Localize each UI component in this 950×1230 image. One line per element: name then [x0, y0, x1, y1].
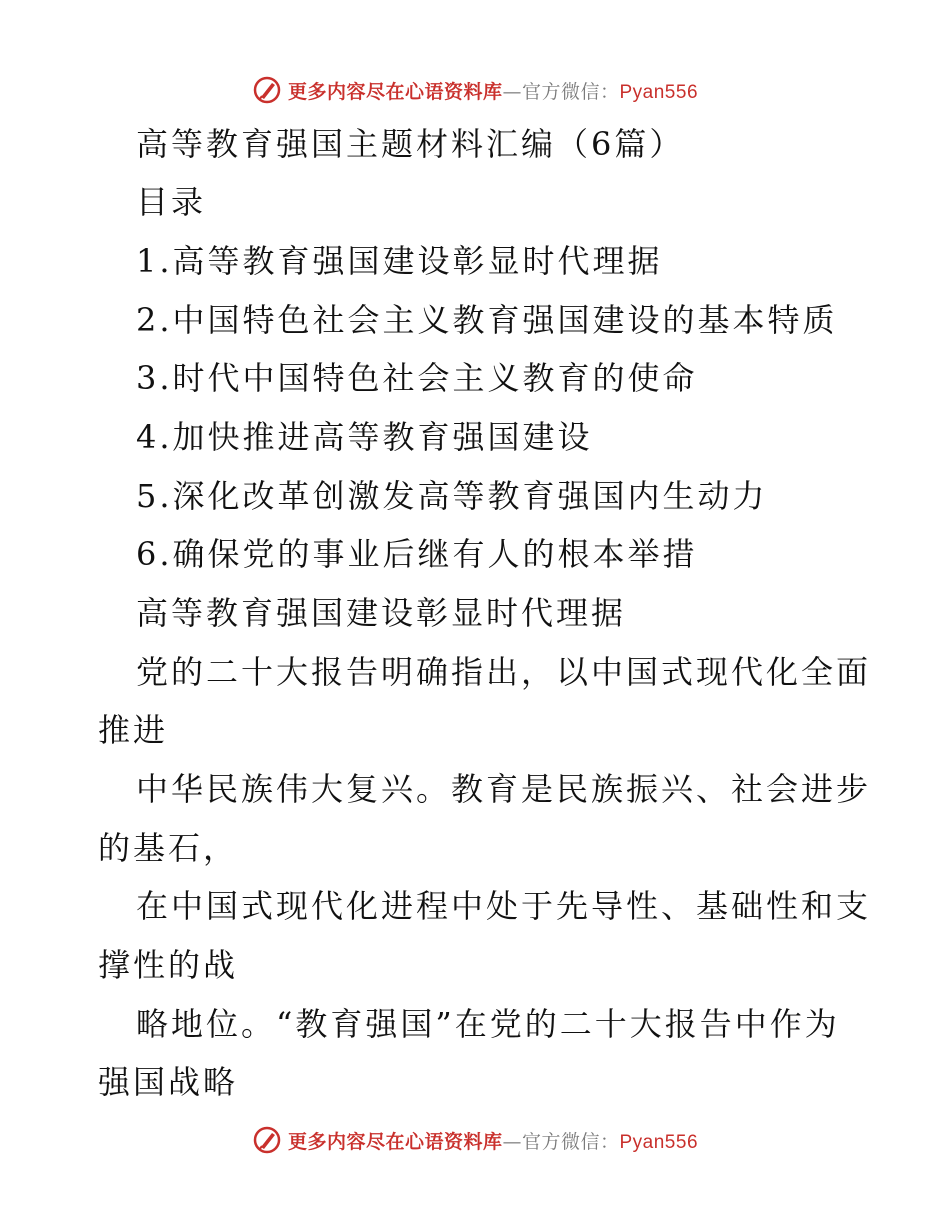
section-heading: 高等教育强国建设彰显时代理据	[136, 594, 627, 632]
toc-item: 4.加快推进高等教育强国建设	[136, 418, 593, 456]
toc-item: 1.高等教育强国建设彰显时代理据	[136, 242, 663, 280]
quill-pen-logo-icon	[252, 75, 282, 105]
toc-item: 6.确保党的事业后继有人的根本举措	[136, 535, 698, 573]
watermark-account: Pyan556	[619, 1131, 699, 1153]
paragraph-line: 略地位。“教育强国”在党的二十大报告中作为	[136, 1005, 840, 1043]
document-title: 高等教育强国主题材料汇编（6篇）	[136, 125, 685, 163]
paragraph-line: 的基石，	[98, 829, 239, 867]
watermark-text	[288, 1127, 698, 1154]
quill-pen-logo-icon	[252, 1125, 282, 1155]
watermark-separator: —	[502, 1130, 522, 1153]
paragraph-line: 在中国式现代化进程中处于先导性、基础性和支	[136, 887, 872, 925]
watermark-site-name: 更多内容尽在心语资料库	[287, 1130, 503, 1153]
paragraph-line: 中华民族伟大复兴。教育是民族振兴、社会进步	[136, 770, 872, 808]
watermark-wechat-label: 官方微信：	[521, 80, 620, 103]
footer-watermark	[0, 1122, 950, 1158]
toc-item: 5.深化改革创激发高等教育强国内生动力	[136, 477, 768, 515]
header-watermark	[0, 72, 950, 108]
toc-item: 3.时代中国特色社会主义教育的使命	[136, 359, 698, 397]
toc-heading: 目录	[136, 183, 207, 221]
watermark-separator: —	[502, 80, 522, 103]
paragraph-line: 强国战略	[98, 1063, 239, 1101]
paragraph-line: 推进	[98, 711, 169, 749]
watermark-site-name: 更多内容尽在心语资料库	[287, 80, 503, 103]
watermark-text	[288, 77, 698, 104]
watermark-account: Pyan556	[619, 81, 699, 103]
paragraph-line: 撑性的战	[98, 946, 239, 984]
watermark-wechat-label: 官方微信：	[521, 1130, 620, 1153]
toc-item: 2.中国特色社会主义教育强国建设的基本特质	[136, 301, 838, 339]
paragraph-line: 党的二十大报告明确指出，以中国式现代化全面	[136, 653, 872, 691]
